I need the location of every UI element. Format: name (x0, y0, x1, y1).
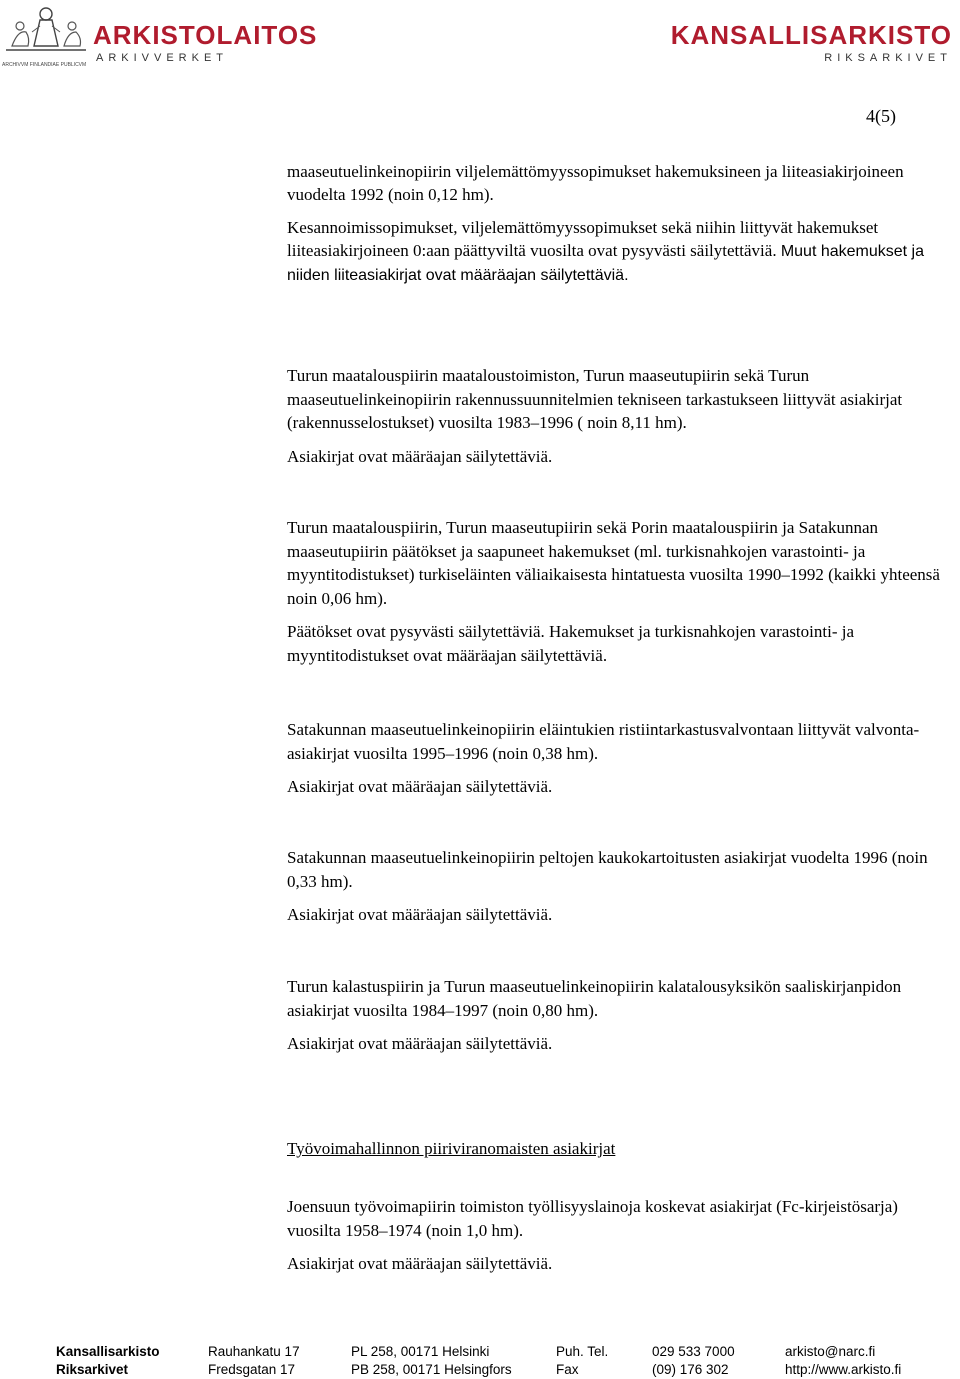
intro-paragraph-2 (287, 216, 947, 287)
footer-org-fi: Kansallisarkisto (56, 1344, 160, 1359)
footer-org-sv: Riksarkivet (56, 1362, 129, 1377)
section-4-note: Asiakirjat ovat määräajan säilytettäviä. (287, 905, 553, 924)
footer-row-sv (56, 1361, 960, 1379)
section-4 (287, 846, 947, 927)
footer-fax-label: Fax (556, 1362, 579, 1377)
section-4-text: Satakunnan maaseutuelinkeinopiirin peltojen kaukokartoitusten asiakirjat vuodelta 1996 (noin 0,33 hm). (287, 848, 928, 891)
header-left (0, 0, 318, 70)
kansallisarkisto-logo-text: KANSALLISARKISTO (670, 20, 952, 50)
footer-street-sv: Fredsgatan 17 (208, 1362, 296, 1377)
riksarkivet-logo-text: RIKSARKIVET (824, 52, 952, 64)
section-5-note: Asiakirjat ovat määräajan säilytettäviä. (287, 1034, 553, 1053)
section-heading: Työvoimahallinnon piiriviranomaisten asiakirjat (287, 1139, 616, 1158)
footer-email-link[interactable]: arkisto@narc.fi (785, 1344, 876, 1359)
footer (56, 1343, 960, 1379)
footer-po-sv: PB 258, 00171 Helsingfors (351, 1362, 512, 1377)
footer-po-fi: PL 258, 00171 Helsinki (351, 1344, 490, 1359)
seal-caption: ARCHIVVM FINLANDIAE PUBLICVM (2, 62, 87, 68)
arkivverket-logo-text: ARKIVVERKET (96, 52, 229, 64)
footer-row-fi (56, 1343, 960, 1361)
section-3-note: Asiakirjat ovat määräajan säilytettäviä. (287, 777, 553, 796)
section-3 (287, 718, 947, 799)
section-6 (287, 1195, 947, 1276)
section-6-text: Joensuun työvoimapiirin toimiston työllisyyslainoja koskevat asiakirjat (Fc-kirjeistösarja) vuosilta 1958–1974 (noin 1,0 hm). (287, 1197, 898, 1240)
section-1-note: Asiakirjat ovat määräajan säilytettäviä. (287, 446, 553, 466)
section-6-note: Asiakirjat ovat määräajan säilytettäviä. (287, 1254, 553, 1273)
section-2 (287, 516, 947, 667)
footer-phone-label: Puh. Tel. (556, 1344, 609, 1359)
intro-block (287, 160, 947, 287)
section-5-text: Turun kalastuspiirin ja Turun maaseutuelinkeinopiirin kalatalousyksikön saaliskirjanpidon asiakirjat vuosilta 1984–1997 (noin 0,80 hm). (287, 977, 902, 1020)
footer-fax-number: (09) 176 302 (652, 1362, 729, 1377)
footer-street-fi: Rauhankatu 17 (208, 1344, 300, 1359)
section-2-note: Päätökset ovat pysyvästi säilytettäviä. Hakemukset ja turkisnahkojen varastointi- ja myyntitodistukset ovat määräajan säilytettäviä. (287, 622, 855, 665)
section-5 (287, 975, 947, 1056)
intro-paragraph-2-a: Kesannoimissopimukset, viljelemättömyyssopimukset sekä niihin liittyvät hakemukset liiteasiakirjoineen 0:aan päättyviltä vuosilta ovat pysyvästi säilytettäviä. (287, 218, 879, 260)
intro-paragraph-1: maaseutuelinkeinopiirin viljelemättömyyssopimukset hakemuksineen ja liiteasiakirjoineen vuodelta 1992 (noin 0,12 hm). (287, 162, 904, 204)
section-2-text: Turun maatalouspiirin, Turun maaseutupiirin sekä Porin maatalouspiirin ja Satakunnan maaseutupiirin päätökset ja saapuneet hakemukset (ml. turkisnahkojen varastointi- ja myyntitodistukset) turkiseläinten väliaikaisesta hintatuesta vuosilta 1990–1992 (kaikki yhteensä noin 0,06 hm). (287, 518, 940, 608)
section-3-text: Satakunnan maaseutuelinkeinopiirin eläintukien ristiintarkastusvalvontaan liittyvät valvonta-asiakirjat vuosilta 1995–1996 (noin 0,38 hm). (287, 720, 920, 763)
intro-paragraph-2-b: Muut hakemukset ja niiden liiteasiakirjat ovat määräajan säilytettäviä. (287, 243, 925, 284)
section-1-text: Turun maatalouspiirin maataloustoimiston, Turun maaseutupiirin sekä Turun maaseutuelinkeinopiirin rakennussuunnitelmien tekniseen tarkastukseen liittyvät asiakirjat (rakennusselostukset) vuosilta 1983–1996 ( noin 8,11 hm). (287, 366, 903, 432)
footer-phone-number: 029 533 7000 (652, 1344, 735, 1359)
section-1 (287, 364, 947, 468)
footer-website-link[interactable]: http://www.arkisto.fi (785, 1362, 902, 1377)
page-number: 4(5) (866, 106, 896, 126)
arkistolaitos-seal-logo (2, 2, 90, 64)
arkistolaitos-logo-text: ARKISTOLAITOS (93, 20, 318, 50)
